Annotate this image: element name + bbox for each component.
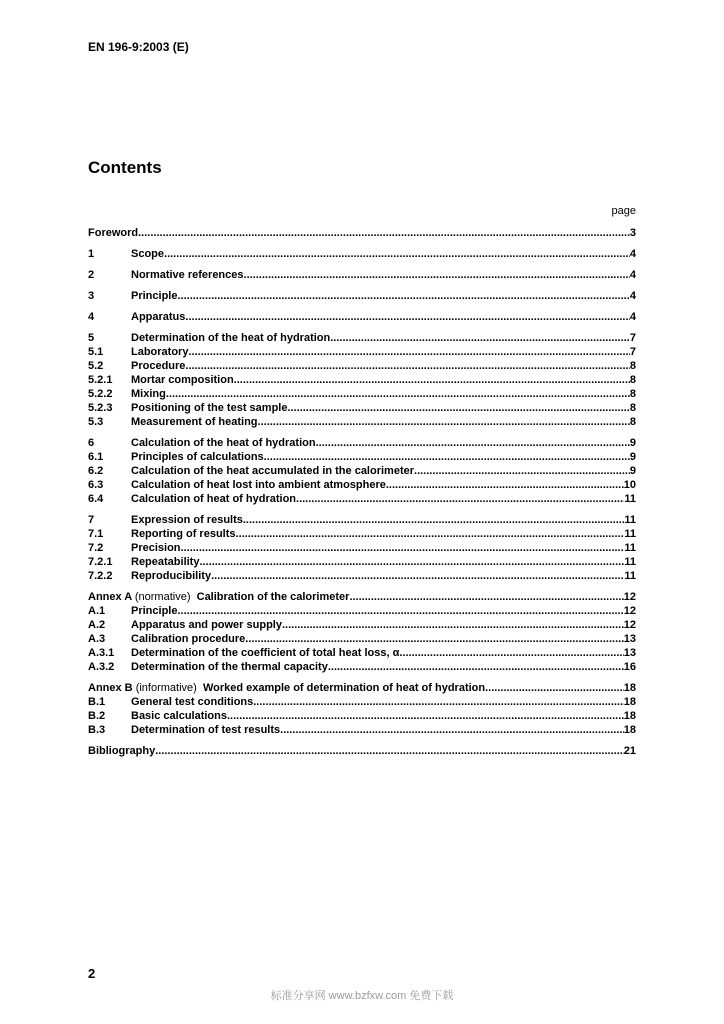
- toc-entry[interactable]: [88, 527, 636, 541]
- toc-entry-title: Expression of results: [131, 514, 243, 526]
- toc-leader: [164, 247, 630, 261]
- toc-entry-page: 18: [623, 696, 636, 708]
- toc-leader: [296, 492, 624, 506]
- toc-entry-title: Reproducibility: [131, 570, 212, 582]
- toc-leader: [234, 373, 630, 387]
- toc-entry[interactable]: [88, 345, 636, 359]
- toc-entry[interactable]: [88, 569, 636, 583]
- toc-leader: [328, 660, 624, 674]
- toc-entry-page: 4: [629, 311, 636, 323]
- toc-leader: [227, 709, 624, 723]
- toc-entry-title: Calculation of the heat accumulated in the calorimeter: [131, 465, 415, 477]
- toc-leader: [211, 569, 624, 583]
- toc-leader: [185, 310, 629, 324]
- toc-entry-number: 6.3: [88, 479, 104, 491]
- toc-entry-page: 9: [629, 451, 636, 463]
- toc-leader: [199, 555, 624, 569]
- toc-entry[interactable]: [88, 331, 636, 345]
- annex-title: Worked example of determination of heat of hydration: [202, 682, 486, 694]
- toc-leader: [330, 331, 630, 345]
- toc-entry-title: Calibration procedure: [131, 633, 246, 645]
- toc-entry-title: Determination of test results: [131, 724, 281, 736]
- toc-entry[interactable]: [88, 450, 636, 464]
- toc-entry-page: 12: [623, 619, 636, 631]
- toc-entry-number: 7.1: [88, 528, 104, 540]
- toc-entry-page: 12: [623, 605, 636, 617]
- toc-entry[interactable]: [88, 415, 636, 429]
- toc-entry-title: Calculation of the heat of hydration: [131, 437, 316, 449]
- toc-entry[interactable]: [88, 373, 636, 387]
- toc-entry-number: 6.4: [88, 493, 104, 505]
- toc-entry-annex-a[interactable]: [88, 590, 636, 604]
- toc-entry-page: 4: [629, 248, 636, 260]
- toc-entry[interactable]: [88, 478, 636, 492]
- toc-entry-number: 2: [88, 269, 95, 281]
- toc-entry-title: [88, 590, 349, 604]
- toc-entry-page: 8: [629, 360, 636, 372]
- toc-leader: [280, 723, 624, 737]
- toc-leader: [243, 513, 624, 527]
- toc-entry-number: 7.2: [88, 542, 104, 554]
- toc-entry-number: 5.2.3: [88, 402, 113, 414]
- toc-entry[interactable]: [88, 541, 636, 555]
- toc-entry-page: 9: [629, 437, 636, 449]
- toc-leader: [414, 464, 630, 478]
- toc-entry-title: Principle: [131, 605, 178, 617]
- toc-leader: [264, 450, 630, 464]
- toc-entry-number: 6: [88, 437, 95, 449]
- toc-entry-page: 21: [623, 745, 636, 757]
- toc-entry-title: Basic calculations: [131, 710, 227, 722]
- toc-leader: [287, 401, 629, 415]
- toc-entry[interactable]: [88, 695, 636, 709]
- toc-leader: [258, 415, 630, 429]
- toc-entry-page: 8: [629, 402, 636, 414]
- toc-entry[interactable]: [88, 268, 636, 282]
- toc-entry-page: 11: [624, 528, 636, 540]
- toc-leader: [386, 478, 624, 492]
- toc-entry[interactable]: [88, 492, 636, 506]
- watermark: 标准分享网 www.bzfxw.com 免费下载: [270, 990, 454, 1002]
- toc-entry-title: Determination of the heat of hydration: [131, 332, 331, 344]
- toc-entry-number: 5: [88, 332, 95, 344]
- toc-entry-number: A.3.2: [88, 661, 115, 673]
- toc-entry-number: 4: [88, 311, 95, 323]
- toc-entry-page: 9: [629, 465, 636, 477]
- toc-entry-number: B.2: [88, 710, 106, 722]
- toc-leader: [399, 646, 623, 660]
- toc-entry[interactable]: [88, 555, 636, 569]
- toc-entry[interactable]: [88, 464, 636, 478]
- toc-leader: [316, 436, 630, 450]
- toc-entry-title: Calculation of heat lost into ambient atmosphere: [131, 479, 386, 491]
- toc-entry-page: 12: [623, 591, 636, 603]
- toc-entry-page: 11: [624, 542, 636, 554]
- toc-entry-number: B.3: [88, 724, 106, 736]
- toc-leader: [181, 541, 625, 555]
- toc-entry-number: A.3.1: [88, 647, 115, 659]
- page-column-label: page: [611, 205, 636, 217]
- toc-entry-title: Determination of the coefficient of total heat loss, α: [131, 647, 400, 659]
- toc-entry-number: 7.2.2: [88, 570, 113, 582]
- toc-entry-page: 11: [624, 493, 636, 505]
- toc-entry-title: Repeatability: [131, 556, 200, 568]
- toc-entry[interactable]: [88, 513, 636, 527]
- toc-entry-title: Determination of the thermal capacity: [131, 661, 328, 673]
- toc-entry-page: 13: [623, 647, 636, 659]
- toc-entry-number: A.3: [88, 633, 106, 645]
- toc-entry[interactable]: [88, 660, 636, 674]
- toc-entry-page: 8: [629, 374, 636, 386]
- toc-entry-page: 18: [623, 682, 636, 694]
- toc-entry-page: 13: [623, 633, 636, 645]
- toc-entry-page: 11: [624, 570, 636, 582]
- toc-entry-title: Bibliography: [88, 745, 156, 757]
- toc-leader: [188, 345, 629, 359]
- toc-entry-page: 16: [623, 661, 636, 673]
- toc-entry-number: 5.2: [88, 360, 104, 372]
- toc-entry[interactable]: [88, 709, 636, 723]
- toc-entry-number: 5.2.2: [88, 388, 113, 400]
- toc-entry-number: 6.1: [88, 451, 104, 463]
- toc-entry-number: 5.1: [88, 346, 104, 358]
- toc-entry-number: A.2: [88, 619, 106, 631]
- toc-entry[interactable]: [88, 436, 636, 450]
- toc-entry-title: Mortar composition: [131, 374, 234, 386]
- toc-entry-bibliography[interactable]: [88, 744, 636, 758]
- toc-entry-number: 5.2.1: [88, 374, 113, 386]
- toc-leader: [185, 359, 629, 373]
- toc-entry-title: Calculation of heat of hydration: [131, 493, 297, 505]
- toc-entry-page: 8: [629, 388, 636, 400]
- page-number: 2: [88, 966, 96, 981]
- toc-entry-title: Principles of calculations: [131, 451, 264, 463]
- annex-type: (informative): [135, 682, 197, 694]
- toc-entry-page: 4: [629, 269, 636, 281]
- annex-label: Annex B: [88, 682, 133, 694]
- toc-leader: [155, 744, 624, 758]
- toc-entry[interactable]: [88, 289, 636, 303]
- toc-leader: [236, 527, 625, 541]
- toc-entry-title: [88, 681, 485, 695]
- toc-entry[interactable]: [88, 618, 636, 632]
- table-of-contents: [88, 226, 636, 758]
- toc-leader: [166, 387, 630, 401]
- toc-entry-title: Mixing: [131, 388, 166, 400]
- toc-entry-number: B.1: [88, 696, 106, 708]
- annex-label: Annex A: [88, 591, 132, 603]
- toc-leader: [253, 695, 624, 709]
- toc-entry-title: Apparatus and power supply: [131, 619, 282, 631]
- toc-leader: [282, 618, 624, 632]
- toc-entry-page: 11: [624, 556, 636, 568]
- toc-entry-title: Procedure: [131, 360, 186, 372]
- toc-entry-title: Laboratory: [131, 346, 189, 358]
- toc-entry-number: 3: [88, 290, 95, 302]
- annex-type: (normative): [134, 591, 191, 603]
- toc-entry[interactable]: [88, 723, 636, 737]
- toc-entry[interactable]: [88, 247, 636, 261]
- toc-entry[interactable]: [88, 604, 636, 618]
- toc-entry[interactable]: [88, 359, 636, 373]
- toc-entry-title: Positioning of the test sample: [131, 402, 288, 414]
- toc-entry-page: 7: [629, 346, 636, 358]
- toc-entry-foreword[interactable]: [88, 226, 636, 240]
- toc-entry-page: 18: [623, 724, 636, 736]
- toc-entry-number: 7.2.1: [88, 556, 113, 568]
- toc-entry[interactable]: [88, 310, 636, 324]
- toc-entry[interactable]: [88, 387, 636, 401]
- toc-entry-number: A.1: [88, 605, 106, 617]
- toc-leader: [138, 226, 630, 240]
- toc-entry-page: 18: [623, 710, 636, 722]
- toc-entry-title: Measurement of heating: [131, 416, 258, 428]
- toc-entry-number: 6.2: [88, 465, 104, 477]
- toc-entry-number: 5.3: [88, 416, 104, 428]
- toc-leader: [177, 604, 623, 618]
- toc-entry-title: Reporting of results: [131, 528, 236, 540]
- toc-entry-page: 7: [629, 332, 636, 344]
- toc-leader: [177, 289, 629, 303]
- toc-entry[interactable]: [88, 401, 636, 415]
- toc-entry-page: 10: [623, 479, 636, 491]
- toc-leader: [244, 268, 630, 282]
- toc-entry[interactable]: [88, 646, 636, 660]
- toc-entry-page: 4: [629, 290, 636, 302]
- toc-entry-page: 3: [629, 227, 636, 239]
- toc-leader: [245, 632, 623, 646]
- contents-heading: Contents: [88, 158, 162, 177]
- toc-entry-title: Normative references: [131, 269, 244, 281]
- toc-entry-number: 1: [88, 248, 95, 260]
- toc-entry[interactable]: [88, 632, 636, 646]
- annex-title: Calibration of the calorimeter: [196, 591, 350, 603]
- toc-entry-annex-b[interactable]: [88, 681, 636, 695]
- toc-entry-title: Apparatus: [131, 311, 186, 323]
- toc-leader: [485, 681, 624, 695]
- toc-entry-title: Principle: [131, 290, 178, 302]
- toc-entry-title: General test conditions: [131, 696, 254, 708]
- toc-entry-title: Scope: [131, 248, 165, 260]
- toc-entry-number: 7: [88, 514, 95, 526]
- toc-entry-page: 8: [629, 416, 636, 428]
- toc-leader: [349, 590, 623, 604]
- toc-entry-page: 11: [624, 514, 636, 526]
- toc-entry-title: Foreword: [88, 227, 139, 239]
- document-code: EN 196-9:2003 (E): [88, 40, 189, 54]
- toc-entry-title: Precision: [131, 542, 181, 554]
